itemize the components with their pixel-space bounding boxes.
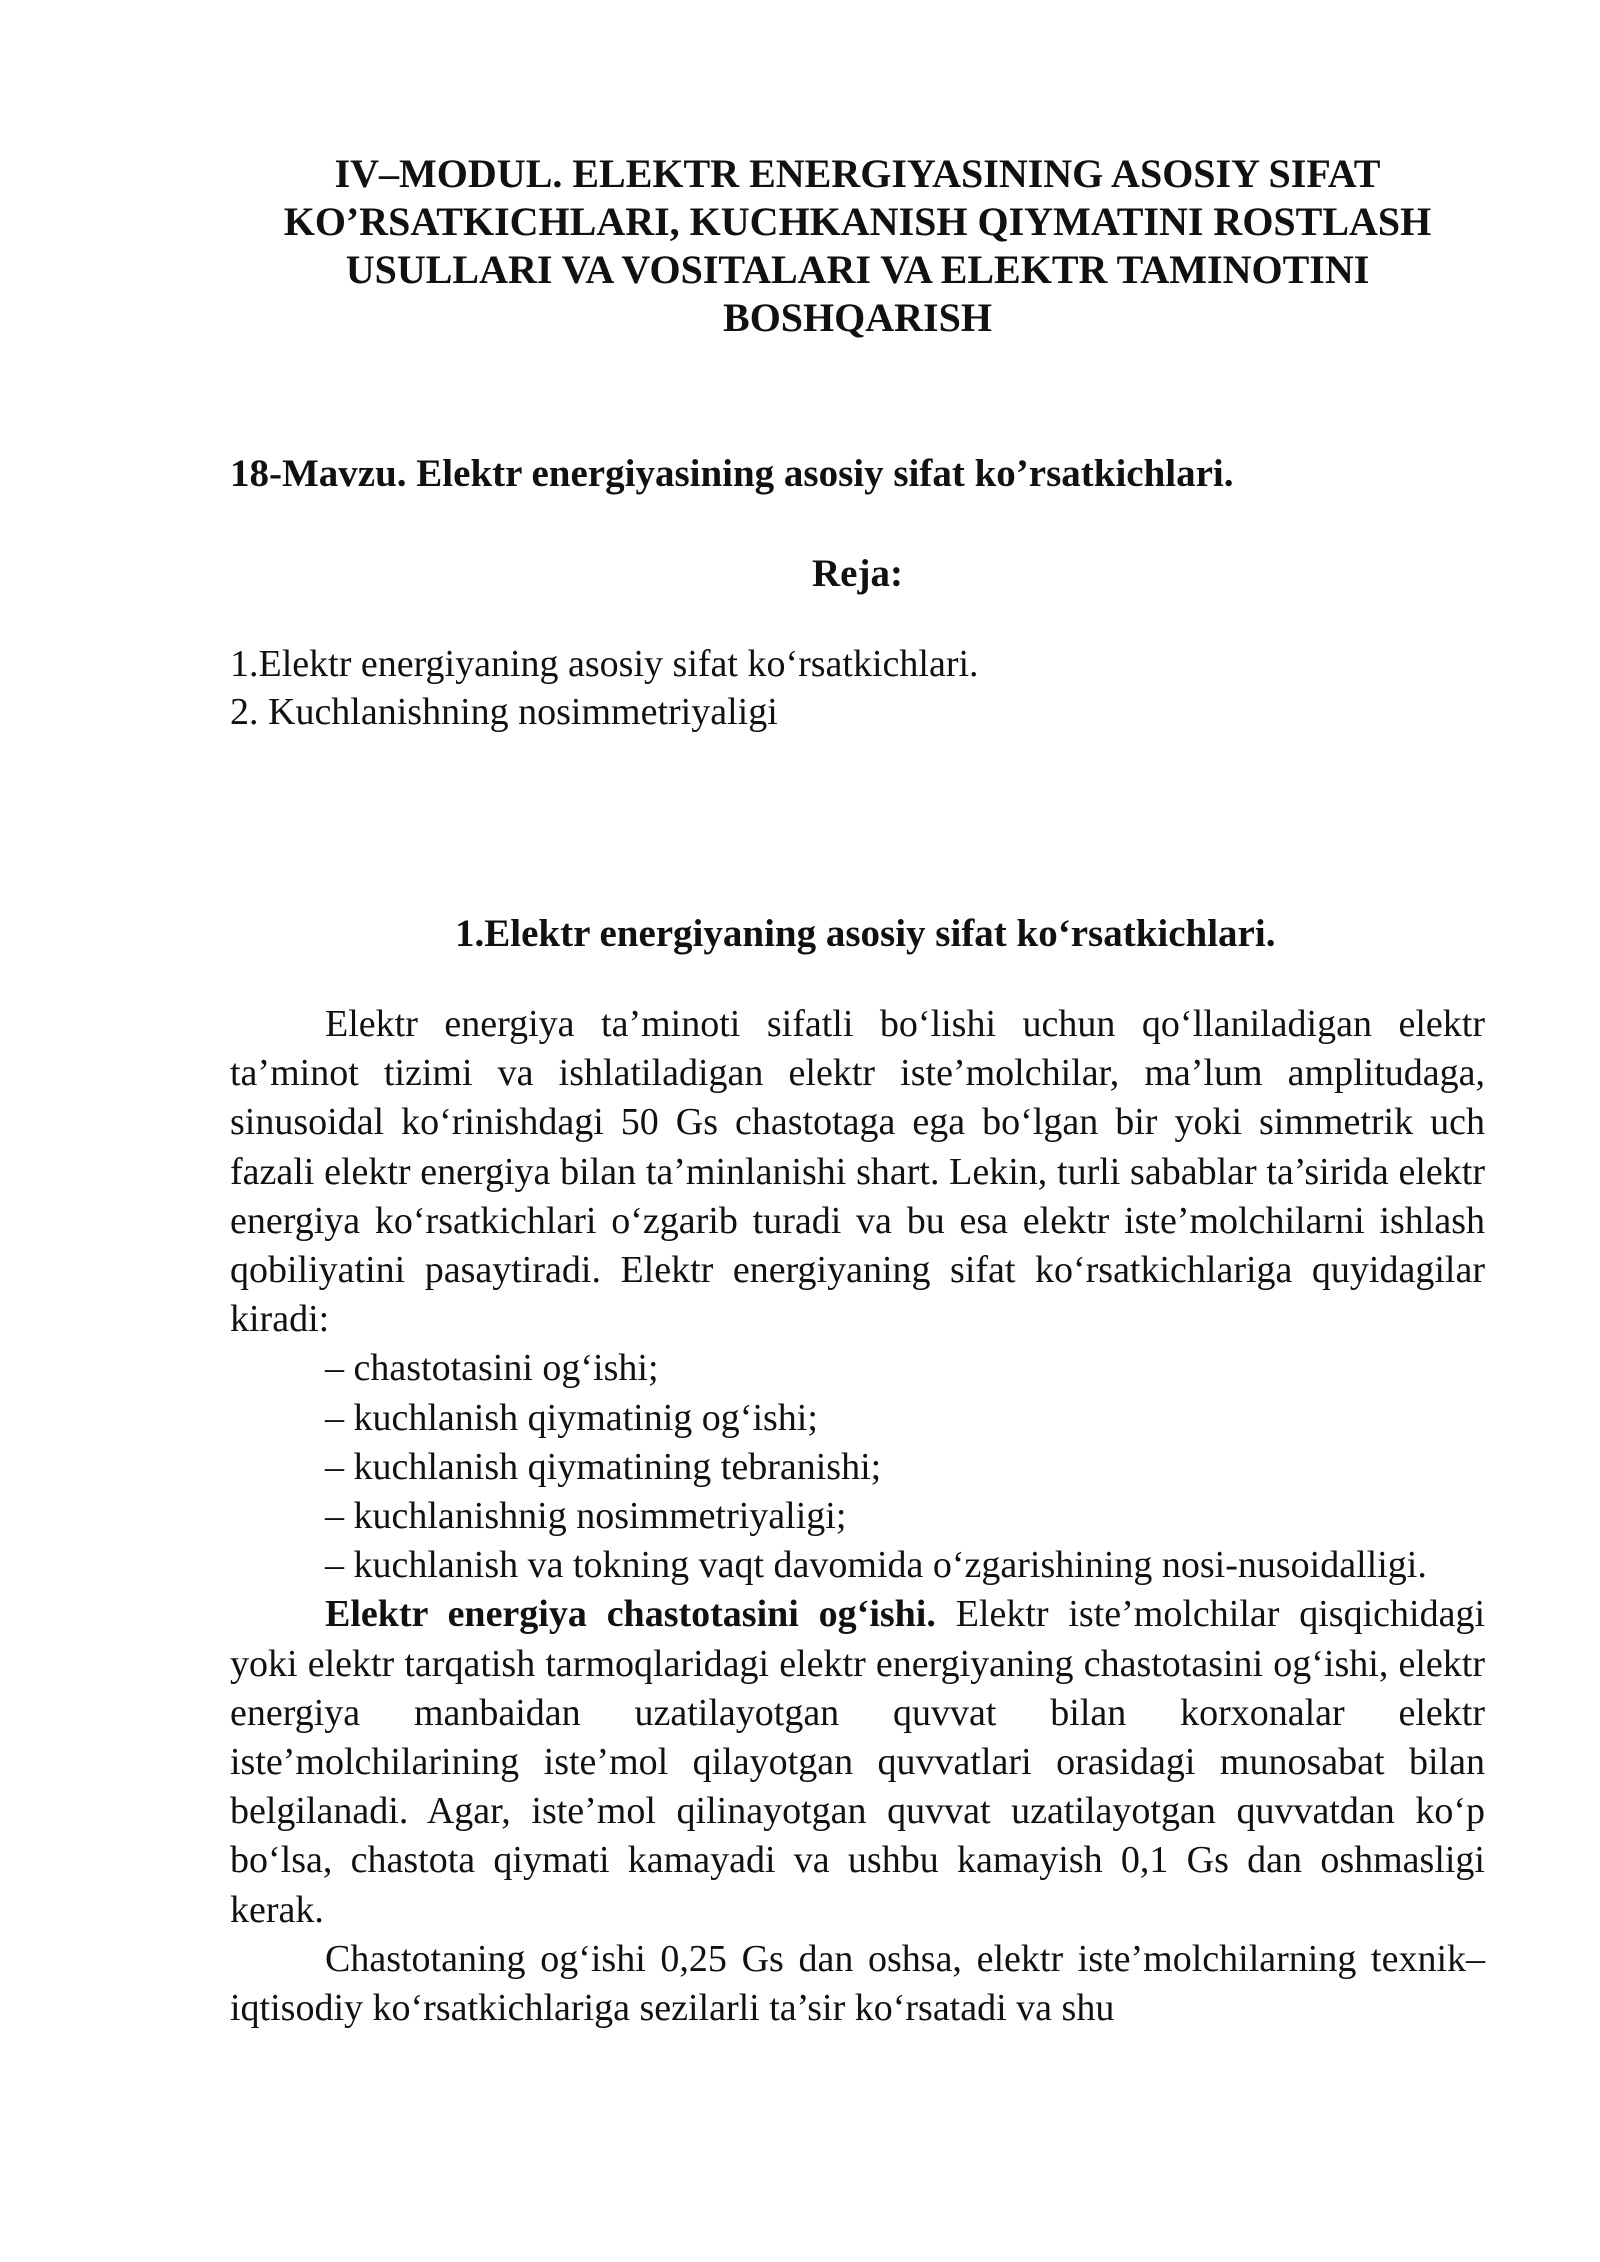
- paragraph-deviation: Chastotaning og‘ishi 0,25 Gs dan oshsa, elektr iste’molchilarning texnik–iqtisodiy ko‘rsatkichlariga sezilarli ta’sir ko‘rsatadi va shu: [230, 1937, 1485, 2030]
- list-item: – kuchlanish va tokning vaqt davomida o‘zgarishining nosi-nusoidalligi.: [325, 1544, 1427, 1587]
- module-title: IV–MODUL. ELEKTR ENERGIYASINING ASOSIY SIFAT KO’RSATKICHLARI, KUCHKANISH QIYMATINI ROSTLASH USULLARI VA VOSITALARI VA ELEKTR TAMINOTINI BOSHQARISH: [283, 151, 1432, 340]
- paragraph-intro: Elektr energiya ta’minoti sifatli bo‘lishi uchun qo‘llaniladigan elektr ta’minot tizimi va ishlatiladigan elektr iste’molchilar, ma’lum amplitudaga, sinusoidal ko‘rinishdagi 50 Gs chastotaga ega bo‘lgan bir yoki simmetrik uch fazali elektr energiya bilan ta’minlanishi shart. Lekin, turli sabablar ta’sirida elektr energiya ko‘rsatkichlari o‘zgarib turadi va bu esa elektr iste’molchilarni ishlash qobiliyatini pasaytiradi. Elektr energiyaning sifat ko‘rsatkichlariga quyidagilar kiradi:: [230, 1003, 1485, 1341]
- list-item: – chastotasini og‘ishi;: [325, 1347, 659, 1390]
- topic-title: 18-Mavzu. Elektr energiyasining asosiy sifat ko’rsatkichlari.: [230, 452, 1234, 495]
- list-item: – kuchlanish qiymatinig og‘ishi;: [325, 1396, 818, 1439]
- section-title: 1.Elektr energiyaning asosiy sifat ko‘rsatkichlari.: [455, 912, 1276, 955]
- paragraph-lead: Elektr energiya chastotasini og‘ishi.: [325, 1593, 936, 1636]
- plan-list: [230, 640, 979, 736]
- plan-item-2: 2. Kuchlanishning nosimmetriyaligi: [230, 691, 778, 733]
- list-item: – kuchlanishnig nosimmetriyaligi;: [325, 1495, 847, 1538]
- plan-item-1: 1.Elektr energiyaning asosiy sifat ko‘rsatkichlari.: [230, 643, 979, 685]
- document-page: [230, 150, 1485, 2030]
- plan-heading: Reja:: [812, 552, 903, 595]
- section-body: [230, 1000, 1485, 2033]
- list-item: – kuchlanish qiymatining tebranishi;: [325, 1445, 882, 1488]
- paragraph-frequency: [230, 1590, 1485, 1934]
- paragraph-frequency-text: Elektr iste’molchilar qisqichidagi yoki elektr tarqatish tarmoqlaridagi elektr energiyaning chastotasini og‘ishi, elektr energiya manbaidan uzatilayotgan quvvat bilan korxonalar elektr iste’molchilarining iste’mol qilayotgan quvvatlari orasidagi munosabat bilan belgilanadi. Agar, iste’mol qilinayotgan quvvat uzatilayotgan quvvatdan ko‘p bo‘lsa, chastota qiymati kamayadi va ushbu kamayish 0,1 Gs dan oshmasligi kerak.: [230, 1593, 1485, 1931]
- quality-indicators-list: [230, 1344, 1485, 1590]
